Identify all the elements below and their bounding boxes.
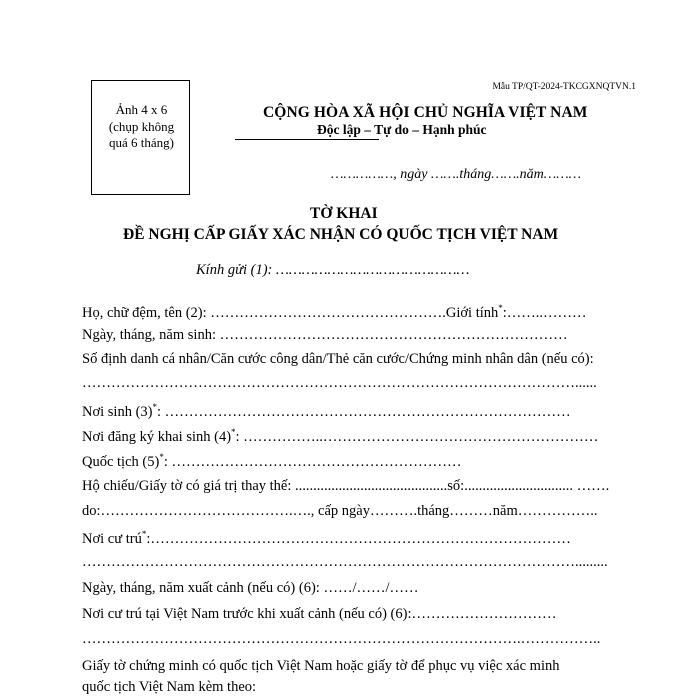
- birth-registration-label: Nơi đăng ký khai sinh (4): [82, 428, 232, 445]
- national-title: CỘNG HÒA XÃ HỘI CHỦ NGHĨA VIỆT NAM: [263, 104, 588, 121]
- photo-label-line1: Ảnh 4 x 6: [115, 102, 168, 117]
- id-number-field[interactable]: …………………………………………………………………………………………......: [82, 375, 597, 391]
- exit-date-field[interactable]: Ngày, tháng, năm xuất cảnh (nếu có) (6): ……/……/……: [82, 580, 419, 596]
- form-subtitle: ĐỀ NGHỊ CẤP GIẤY XÁC NHẬN CÓ QUỐC TỊCH VIỆT NAM: [123, 226, 559, 243]
- required-asterisk: *: [152, 402, 157, 412]
- full-name-label: Họ, chữ đệm, tên (2): ………………………………………….Giới tính: [82, 304, 499, 321]
- addressee-field[interactable]: Kính gửi (1): ………………………………………: [196, 262, 470, 278]
- birth-registration-field[interactable]: [82, 427, 598, 446]
- required-asterisk: *: [231, 427, 236, 437]
- required-asterisk: *: [498, 303, 503, 313]
- gender-field: :……..………: [502, 304, 587, 321]
- dob-field[interactable]: Ngày, tháng, năm sinh: ………………………………………………………………: [82, 327, 568, 343]
- prior-residence-continuation-field[interactable]: ……………………………………………………………………………….……………..: [82, 631, 601, 647]
- residence-continuation-field[interactable]: ………………………………………………………………………………………….........: [82, 554, 608, 570]
- photo-label-line2: (chụp không: [108, 119, 175, 134]
- residence-dots: :……………………………………………………………………………: [146, 530, 571, 547]
- full-name-field[interactable]: [82, 303, 587, 322]
- prior-residence-field[interactable]: Nơi cư trú tại Việt Nam trước khi xuất cảnh (nếu có) (6):…………………………: [82, 606, 557, 622]
- photo-label-line3: quá 6 tháng): [109, 135, 174, 150]
- date-line: ……………, ngày …….tháng…….năm………: [331, 167, 582, 182]
- form-code: Mẫu TP/QT-2024-TKCGXNQTVN.1: [492, 82, 636, 92]
- national-motto: Độc lập – Tự do – Hạnh phúc: [317, 122, 487, 137]
- residence-label: Nơi cư trú: [82, 530, 142, 547]
- documents-label-line1: Giấy tờ chứng minh có quốc tịch Việt Nam hoặc giấy tờ để phục vụ việc xác minh: [82, 658, 560, 674]
- id-number-label: Số định danh cá nhân/Căn cước công dân/Thẻ căn cước/Chứng minh nhân dân (nếu có):: [82, 351, 594, 367]
- nationality-dots: : ……………………………………………………: [163, 453, 462, 470]
- birthplace-dots: : …………………………………………………………………………: [157, 403, 571, 420]
- nationality-label: Quốc tịch (5): [82, 453, 160, 470]
- form-title: TỜ KHAI: [310, 205, 378, 222]
- required-asterisk: *: [159, 452, 164, 462]
- passport-field[interactable]: Hộ chiếu/Giấy tờ có giá trị thay thế: ..........................................số:.............................. …….: [82, 478, 610, 494]
- birth-registration-dots: : ……………..…………………………………………………: [235, 428, 599, 445]
- motto-divider: [235, 139, 379, 140]
- passport-issue-field[interactable]: do:………………………………….…., cấp ngày……….tháng………năm……………..: [82, 503, 598, 519]
- nationality-field[interactable]: [82, 452, 461, 471]
- residence-field[interactable]: [82, 529, 571, 548]
- documents-label-line2: quốc tịch Việt Nam kèm theo:: [82, 679, 257, 695]
- birthplace-label: Nơi sinh (3): [82, 403, 153, 420]
- birthplace-field[interactable]: [82, 402, 571, 421]
- required-asterisk: *: [141, 529, 147, 539]
- photo-placeholder-box: [91, 80, 190, 195]
